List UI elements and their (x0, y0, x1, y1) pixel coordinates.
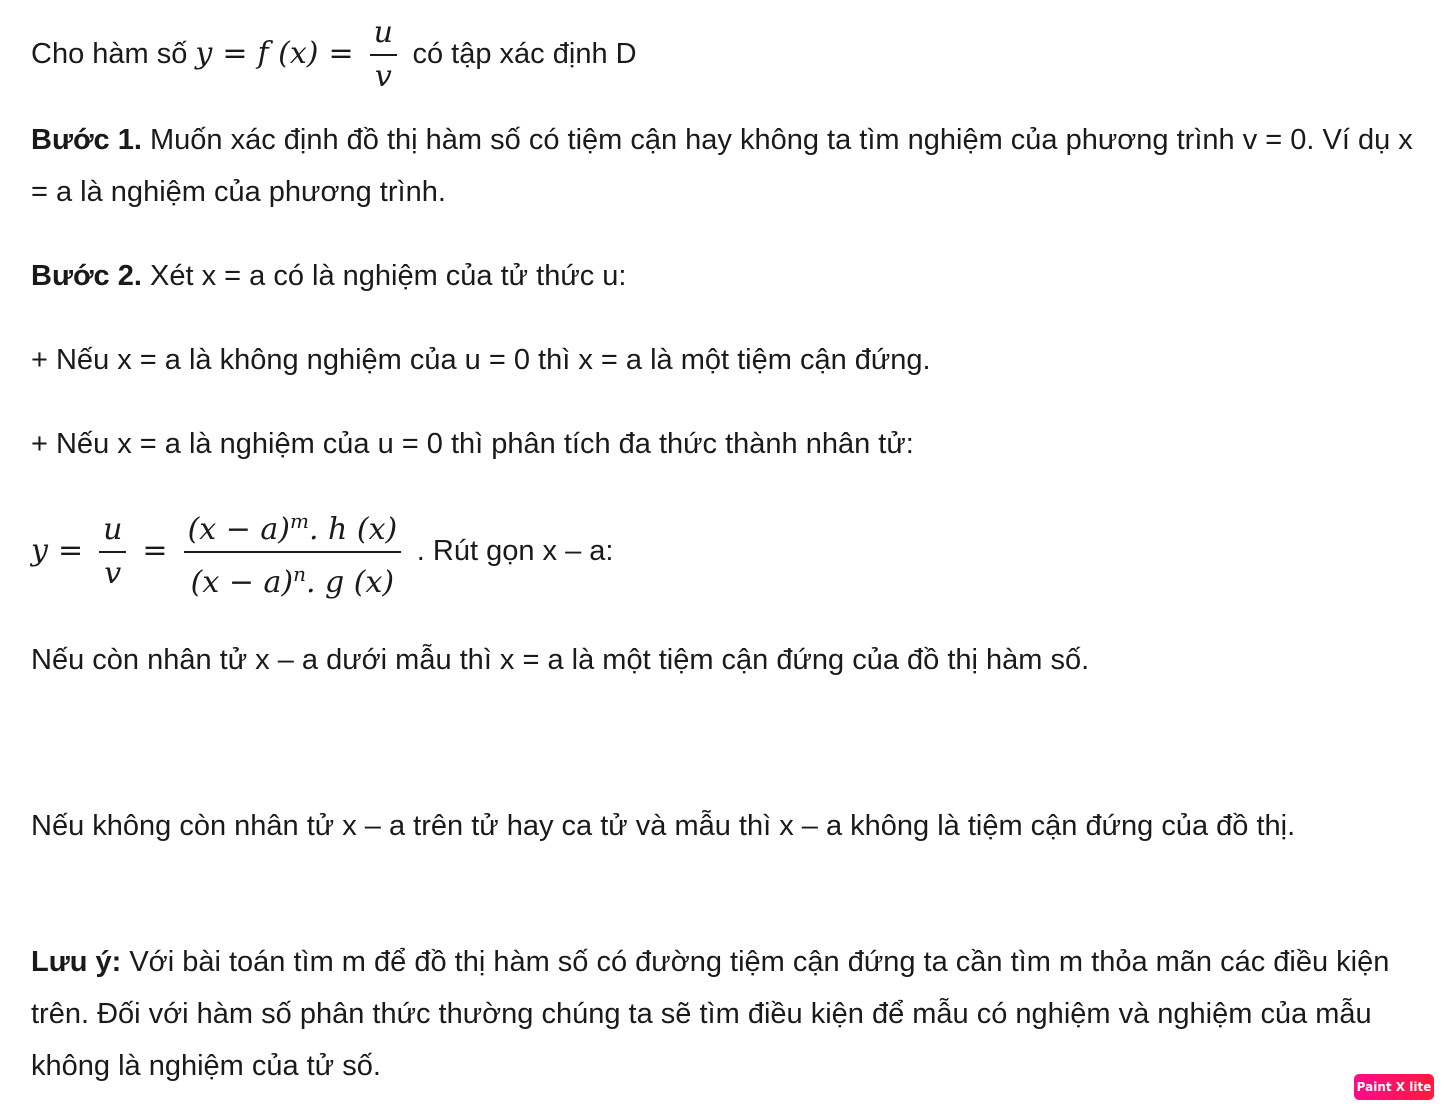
step1-text: Muốn xác định đồ thị hàm số có tiệm cận hay không ta tìm nghiệm của phương trình v = 0. Ví dụ x = a là nghiệm của phương trình. (31, 124, 1413, 208)
formula2-suffix: . Rút gọn x – a: (416, 535, 614, 567)
note-label: Lưu ý: (31, 946, 122, 978)
formula-equals: = (57, 533, 84, 568)
denominator-base: (x − a) (190, 565, 294, 600)
numerator-exponent: m (289, 509, 309, 533)
numerator-base: (x − a) (187, 512, 290, 547)
fraction-factored (184, 500, 402, 604)
fraction-numerator: u (103, 512, 123, 547)
denominator-tail: . g (x) (305, 565, 395, 600)
formula2-paragraph (31, 500, 1421, 604)
conclusion1-paragraph: Nếu còn nhân tử x – a dưới mẫu thì x = a là một tiệm cận đứng của đồ thị hàm số. (31, 644, 1090, 676)
note-text: Với bài toán tìm m để đồ thị hàm số có đường tiệm cận đứng ta cần tìm m thỏa mãn các điều kiện trên. Đối với hàm số phân thức thường chúng ta sẽ tìm điều kiện để mẫu có nghiệm và nghiệm của mẫu không là nghiệm của tử số. (31, 946, 1390, 1082)
fraction-u-over-v (99, 509, 126, 595)
case2-paragraph: + Nếu x = a là nghiệm của u = 0 thì phân tích đa thức thành nhân tử: (31, 428, 914, 460)
formula-equals: = (328, 36, 354, 71)
fraction-u-over-v (370, 12, 397, 98)
step2-text: Xét x = a có là nghiệm của tử thức u: (150, 260, 627, 292)
note-paragraph (31, 936, 1421, 1092)
fraction-numerator: u (373, 15, 393, 50)
intro-paragraph (31, 12, 1421, 98)
fraction-denominator: v (104, 556, 122, 591)
formula-var-y: y (31, 533, 48, 568)
step2-paragraph (31, 250, 1421, 302)
fraction-denominator (184, 553, 402, 604)
step1-paragraph (31, 114, 1421, 218)
case1-paragraph: + Nếu x = a là không nghiệm của u = 0 thì x = a là một tiệm cận đứng. (31, 344, 931, 376)
fraction-denominator: v (374, 59, 392, 94)
intro-prefix: Cho hàm số (31, 38, 188, 70)
intro-suffix: có tập xác định D (412, 38, 637, 70)
step1-label: Bước 1. (31, 124, 142, 156)
denominator-exponent: n (293, 562, 306, 586)
formula-var-y: y (195, 36, 213, 71)
formula-equals: = (222, 36, 248, 71)
fraction-numerator (184, 500, 402, 551)
intro-formula (195, 15, 412, 94)
formula-equals: = (142, 533, 168, 568)
formula2 (31, 509, 417, 600)
step2-label: Bước 2. (31, 260, 142, 292)
watermark-badge: Paint X lite (1354, 1074, 1434, 1100)
conclusion2-paragraph: Nếu không còn nhân tử x – a trên tử hay ca tử và mẫu thì x – a không là tiệm cận đứng của đồ thị. (31, 810, 1296, 842)
formula-fx: f (x) (257, 36, 319, 71)
numerator-tail: . h (x) (308, 512, 398, 547)
